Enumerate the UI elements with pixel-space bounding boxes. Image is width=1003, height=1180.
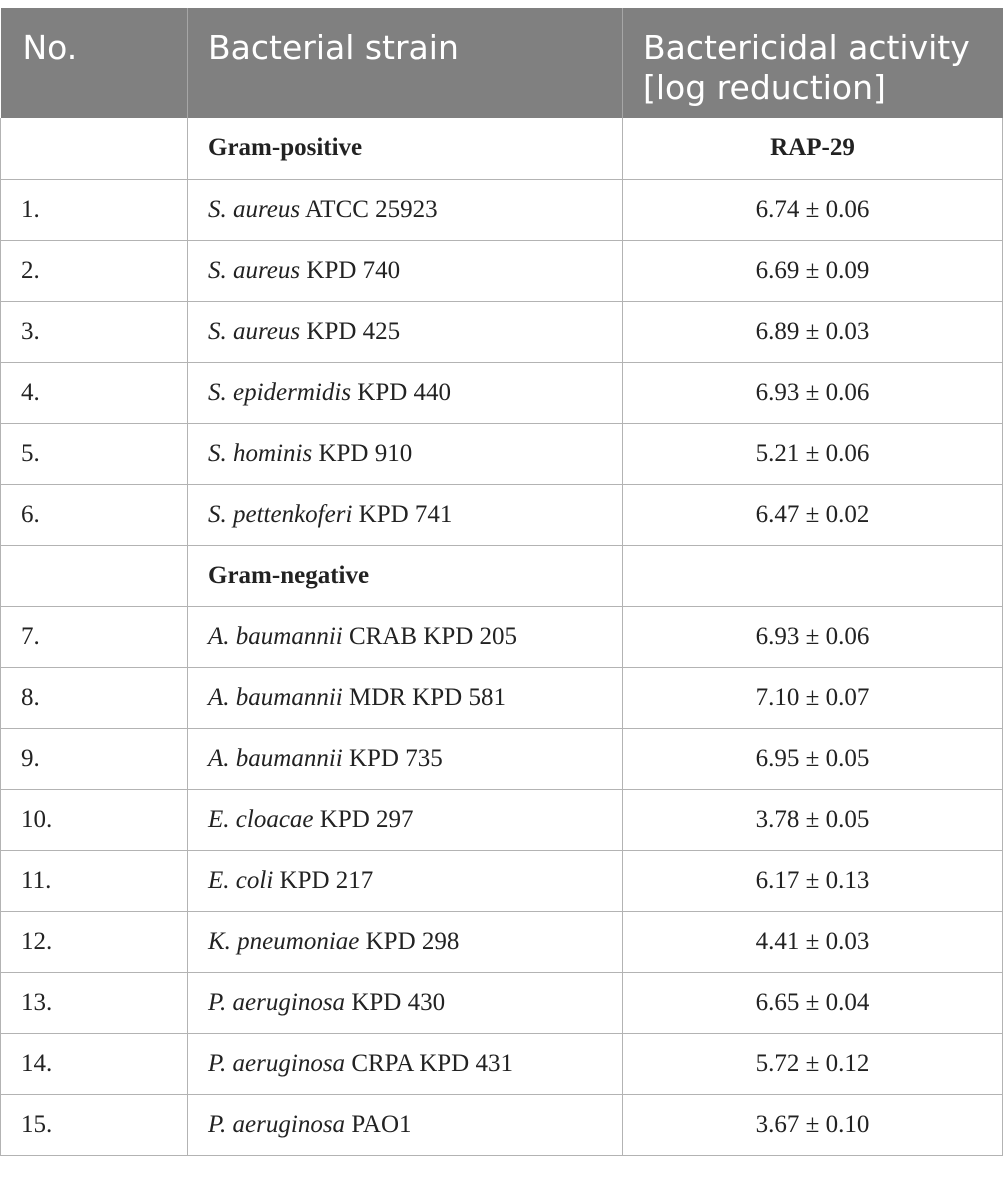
row-number: 7. — [1, 606, 188, 667]
table-row — [1, 850, 1003, 911]
strain-species: K. pneumoniae — [208, 927, 360, 955]
strain-cell — [188, 728, 623, 789]
table-row — [1, 789, 1003, 850]
strain-cell — [188, 1033, 623, 1094]
strain-designation: ATCC 25923 — [305, 195, 438, 223]
activity-value: 6.65 ± 0.04 — [623, 972, 1003, 1033]
activity-value: 6.93 ± 0.06 — [623, 606, 1003, 667]
header-row — [1, 8, 1003, 118]
strain-designation: KPD 440 — [357, 378, 452, 406]
group-row — [1, 118, 1003, 179]
strain-species: S. hominis — [208, 439, 313, 467]
activity-value: 6.95 ± 0.05 — [623, 728, 1003, 789]
row-number: 14. — [1, 1033, 188, 1094]
table-row — [1, 362, 1003, 423]
strain-cell — [188, 1094, 623, 1155]
strain-cell — [188, 301, 623, 362]
strain-species: S. pettenkoferi — [208, 500, 353, 528]
group-no-cell — [1, 545, 188, 606]
strain-species: A. baumannii — [208, 744, 343, 772]
activity-value: 6.74 ± 0.06 — [623, 179, 1003, 240]
header-no: No. — [1, 8, 188, 118]
table-row — [1, 972, 1003, 1033]
group-no-cell — [1, 118, 188, 179]
strain-cell — [188, 789, 623, 850]
strain-cell — [188, 972, 623, 1033]
strain-designation: PAO1 — [351, 1110, 412, 1138]
strain-species: S. epidermidis — [208, 378, 352, 406]
row-number: 3. — [1, 301, 188, 362]
strain-cell — [188, 179, 623, 240]
strain-species: A. baumannii — [208, 622, 343, 650]
strain-species: E. coli — [208, 866, 274, 894]
row-number: 13. — [1, 972, 188, 1033]
row-number: 8. — [1, 667, 188, 728]
activity-value: 5.72 ± 0.12 — [623, 1033, 1003, 1094]
strain-cell — [188, 362, 623, 423]
strain-cell — [188, 850, 623, 911]
activity-value: 4.41 ± 0.03 — [623, 911, 1003, 972]
activity-value: 6.93 ± 0.06 — [623, 362, 1003, 423]
table-header — [1, 8, 1003, 118]
strain-designation: KPD 430 — [351, 988, 446, 1016]
strain-designation: KPD 735 — [348, 744, 443, 772]
table-row — [1, 728, 1003, 789]
row-number: 12. — [1, 911, 188, 972]
strain-designation: CRPA KPD 431 — [351, 1049, 513, 1077]
strain-species: S. aureus — [208, 317, 301, 345]
group-compound: RAP-29 — [623, 118, 1003, 179]
activity-value: 6.89 ± 0.03 — [623, 301, 1003, 362]
strain-species: P. aeruginosa — [208, 988, 346, 1016]
strain-species: A. baumannii — [208, 683, 343, 711]
strain-cell — [188, 423, 623, 484]
row-number: 6. — [1, 484, 188, 545]
activity-value: 3.67 ± 0.10 — [623, 1094, 1003, 1155]
activity-value: 3.78 ± 0.05 — [623, 789, 1003, 850]
strain-designation: KPD 217 — [279, 866, 374, 894]
activity-value: 6.17 ± 0.13 — [623, 850, 1003, 911]
activity-value: 7.10 ± 0.07 — [623, 667, 1003, 728]
table-body — [1, 118, 1003, 1155]
row-number: 10. — [1, 789, 188, 850]
activity-value: 6.69 ± 0.09 — [623, 240, 1003, 301]
strain-designation: KPD 298 — [365, 927, 460, 955]
strain-species: P. aeruginosa — [208, 1049, 346, 1077]
strain-designation: MDR KPD 581 — [348, 683, 506, 711]
table-row — [1, 1033, 1003, 1094]
strain-cell — [188, 911, 623, 972]
strain-designation: KPD 425 — [306, 317, 401, 345]
strain-cell — [188, 240, 623, 301]
table-row — [1, 667, 1003, 728]
activity-value: 6.47 ± 0.02 — [623, 484, 1003, 545]
bactericidal-activity-table — [0, 8, 1003, 1156]
table-row — [1, 301, 1003, 362]
table-row — [1, 240, 1003, 301]
row-number: 1. — [1, 179, 188, 240]
row-number: 9. — [1, 728, 188, 789]
activity-value: 5.21 ± 0.06 — [623, 423, 1003, 484]
strain-species: E. cloacae — [208, 805, 314, 833]
header-bactericidal-activity: Bactericidal activity [log reduction] — [623, 8, 1003, 118]
group-row — [1, 545, 1003, 606]
group-compound — [623, 545, 1003, 606]
strain-species: S. aureus — [208, 195, 301, 223]
strain-species: S. aureus — [208, 256, 301, 284]
row-number: 2. — [1, 240, 188, 301]
strain-designation: KPD 297 — [319, 805, 414, 833]
strain-cell — [188, 606, 623, 667]
strain-cell — [188, 667, 623, 728]
strain-designation: KPD 740 — [306, 256, 401, 284]
row-number: 5. — [1, 423, 188, 484]
strain-designation: KPD 741 — [358, 500, 453, 528]
header-bacterial-strain: Bacterial strain — [188, 8, 623, 118]
group-label: Gram-positive — [188, 118, 623, 179]
table-row — [1, 1094, 1003, 1155]
table-row — [1, 911, 1003, 972]
row-number: 15. — [1, 1094, 188, 1155]
row-number: 4. — [1, 362, 188, 423]
strain-species: P. aeruginosa — [208, 1110, 346, 1138]
table-row — [1, 179, 1003, 240]
strain-cell — [188, 484, 623, 545]
table-row — [1, 423, 1003, 484]
group-label: Gram-negative — [188, 545, 623, 606]
strain-designation: CRAB KPD 205 — [348, 622, 518, 650]
table-row — [1, 484, 1003, 545]
strain-designation: KPD 910 — [318, 439, 413, 467]
row-number: 11. — [1, 850, 188, 911]
table-row — [1, 606, 1003, 667]
